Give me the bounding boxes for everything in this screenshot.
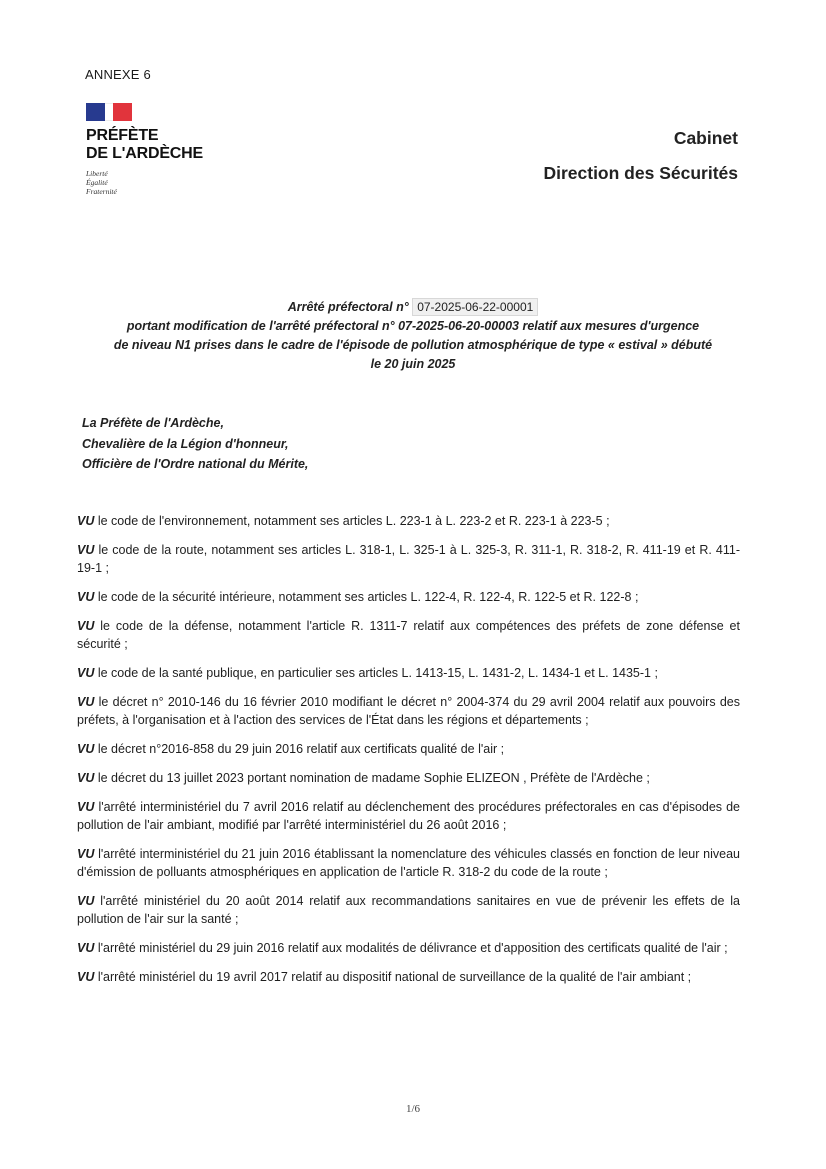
vu-item: VU le code de la sécurité intérieure, notamment ses articles L. 122-4, R. 122-4, R. 122-5 et R. 122-8 ; [77, 590, 639, 604]
republic-motto: Liberté Égalité Fraternité [86, 169, 117, 196]
vu-item: VU l'arrêté ministériel du 19 avril 2017 relatif au dispositif national de surveillance de la qualité de l'air ambiant ; [77, 970, 692, 984]
decree-title: Arrêté préfectoral n° 07-2025-06-22-00001 portant modification de l'arrêté préfectoral n° 07-2025-06-20-00003 relatif aux mesures d'urgence de niveau N1 prises dans le cadre de l'épisode de pollution atmosphérique de type « estival » débuté le 20 juin 2025 [70, 298, 756, 374]
vu-item: VU le décret n° 2010-146 du 16 février 2010 modifiant le décret n° 2004-374 du 29 avril 2004 relatif aux pouvoirs des préfets, à l'organisation et à l'action des services de l'État dans les régions et départements ; [77, 695, 740, 727]
vu-item: VU l'arrêté interministériel du 21 juin 2016 établissant la nomenclature des véhicules classés en fonction de leur niveau d'émission de polluants atmosphériques en application de l'article R. 318-2 du code de la route ; [77, 847, 740, 879]
department-header [543, 126, 738, 196]
vu-item: VU le décret n°2016-858 du 29 juin 2016 relatif aux certificats qualité de l'air ; [77, 742, 505, 756]
considerations-list [77, 512, 740, 997]
department-cabinet: Cabinet [673, 128, 738, 148]
department-directorate: Direction des Sécurités [543, 163, 738, 183]
vu-item: VU l'arrêté interministériel du 7 avril 2016 relatif au déclenchement des procédures préfectorales en cas d'épisodes de pollution de l'air ambiant, modifié par l'arrêté interministériel du 26 août 2016 ; [77, 800, 740, 832]
page-number: 1/6 [405, 1103, 421, 1115]
vu-item: VU le code de la route, notamment ses articles L. 318-1, L. 325-1 à L. 325-3, R. 311-1, R. 318-2, R. 411-19 et R. 411-19-1 ; [77, 543, 740, 575]
vu-item: VU le code de l'environnement, notamment ses articles L. 223-1 à L. 223-2 et R. 223-1 à 223-5 ; [77, 514, 610, 528]
prefecture-logo [86, 103, 236, 196]
vu-item: VU l'arrêté ministériel du 29 juin 2016 relatif aux modalités de délivrance et d'apposition des certificats qualité de l'air ; [77, 941, 728, 955]
decree-number-line: Arrêté préfectoral n° 07-2025-06-22-00001 [70, 298, 756, 317]
decree-number-field: 07-2025-06-22-00001 [412, 298, 538, 316]
vu-item: VU le décret du 13 juillet 2023 portant nomination de madame Sophie ELIZEON , Préfète de l'Ardèche ; [77, 771, 650, 785]
vu-item: VU l'arrêté ministériel du 20 août 2014 relatif aux recommandations sanitaires en vue de prévenir les effets de la pollution de l'air sur la santé ; [77, 894, 740, 926]
prefecture-name: PRÉFÈTE DE L'ARDÈCHE [86, 127, 203, 162]
vu-item: VU le code de la défense, notamment l'article R. 1311-7 relatif aux compétences des préfets de zone défense et sécurité ; [77, 619, 740, 651]
vu-item: VU le code de la santé publique, en particulier ses articles L. 1413-15, L. 1431-2, L. 1434-1 et L. 1435-1 ; [77, 666, 658, 680]
marianne-flag-icon [86, 103, 132, 121]
signatory-block: La Préfète de l'Ardèche, Chevalière de la Légion d'honneur, Officière de l'Ordre national du Mérite, [82, 416, 309, 471]
annex-label: ANNEXE 6 [85, 67, 151, 82]
